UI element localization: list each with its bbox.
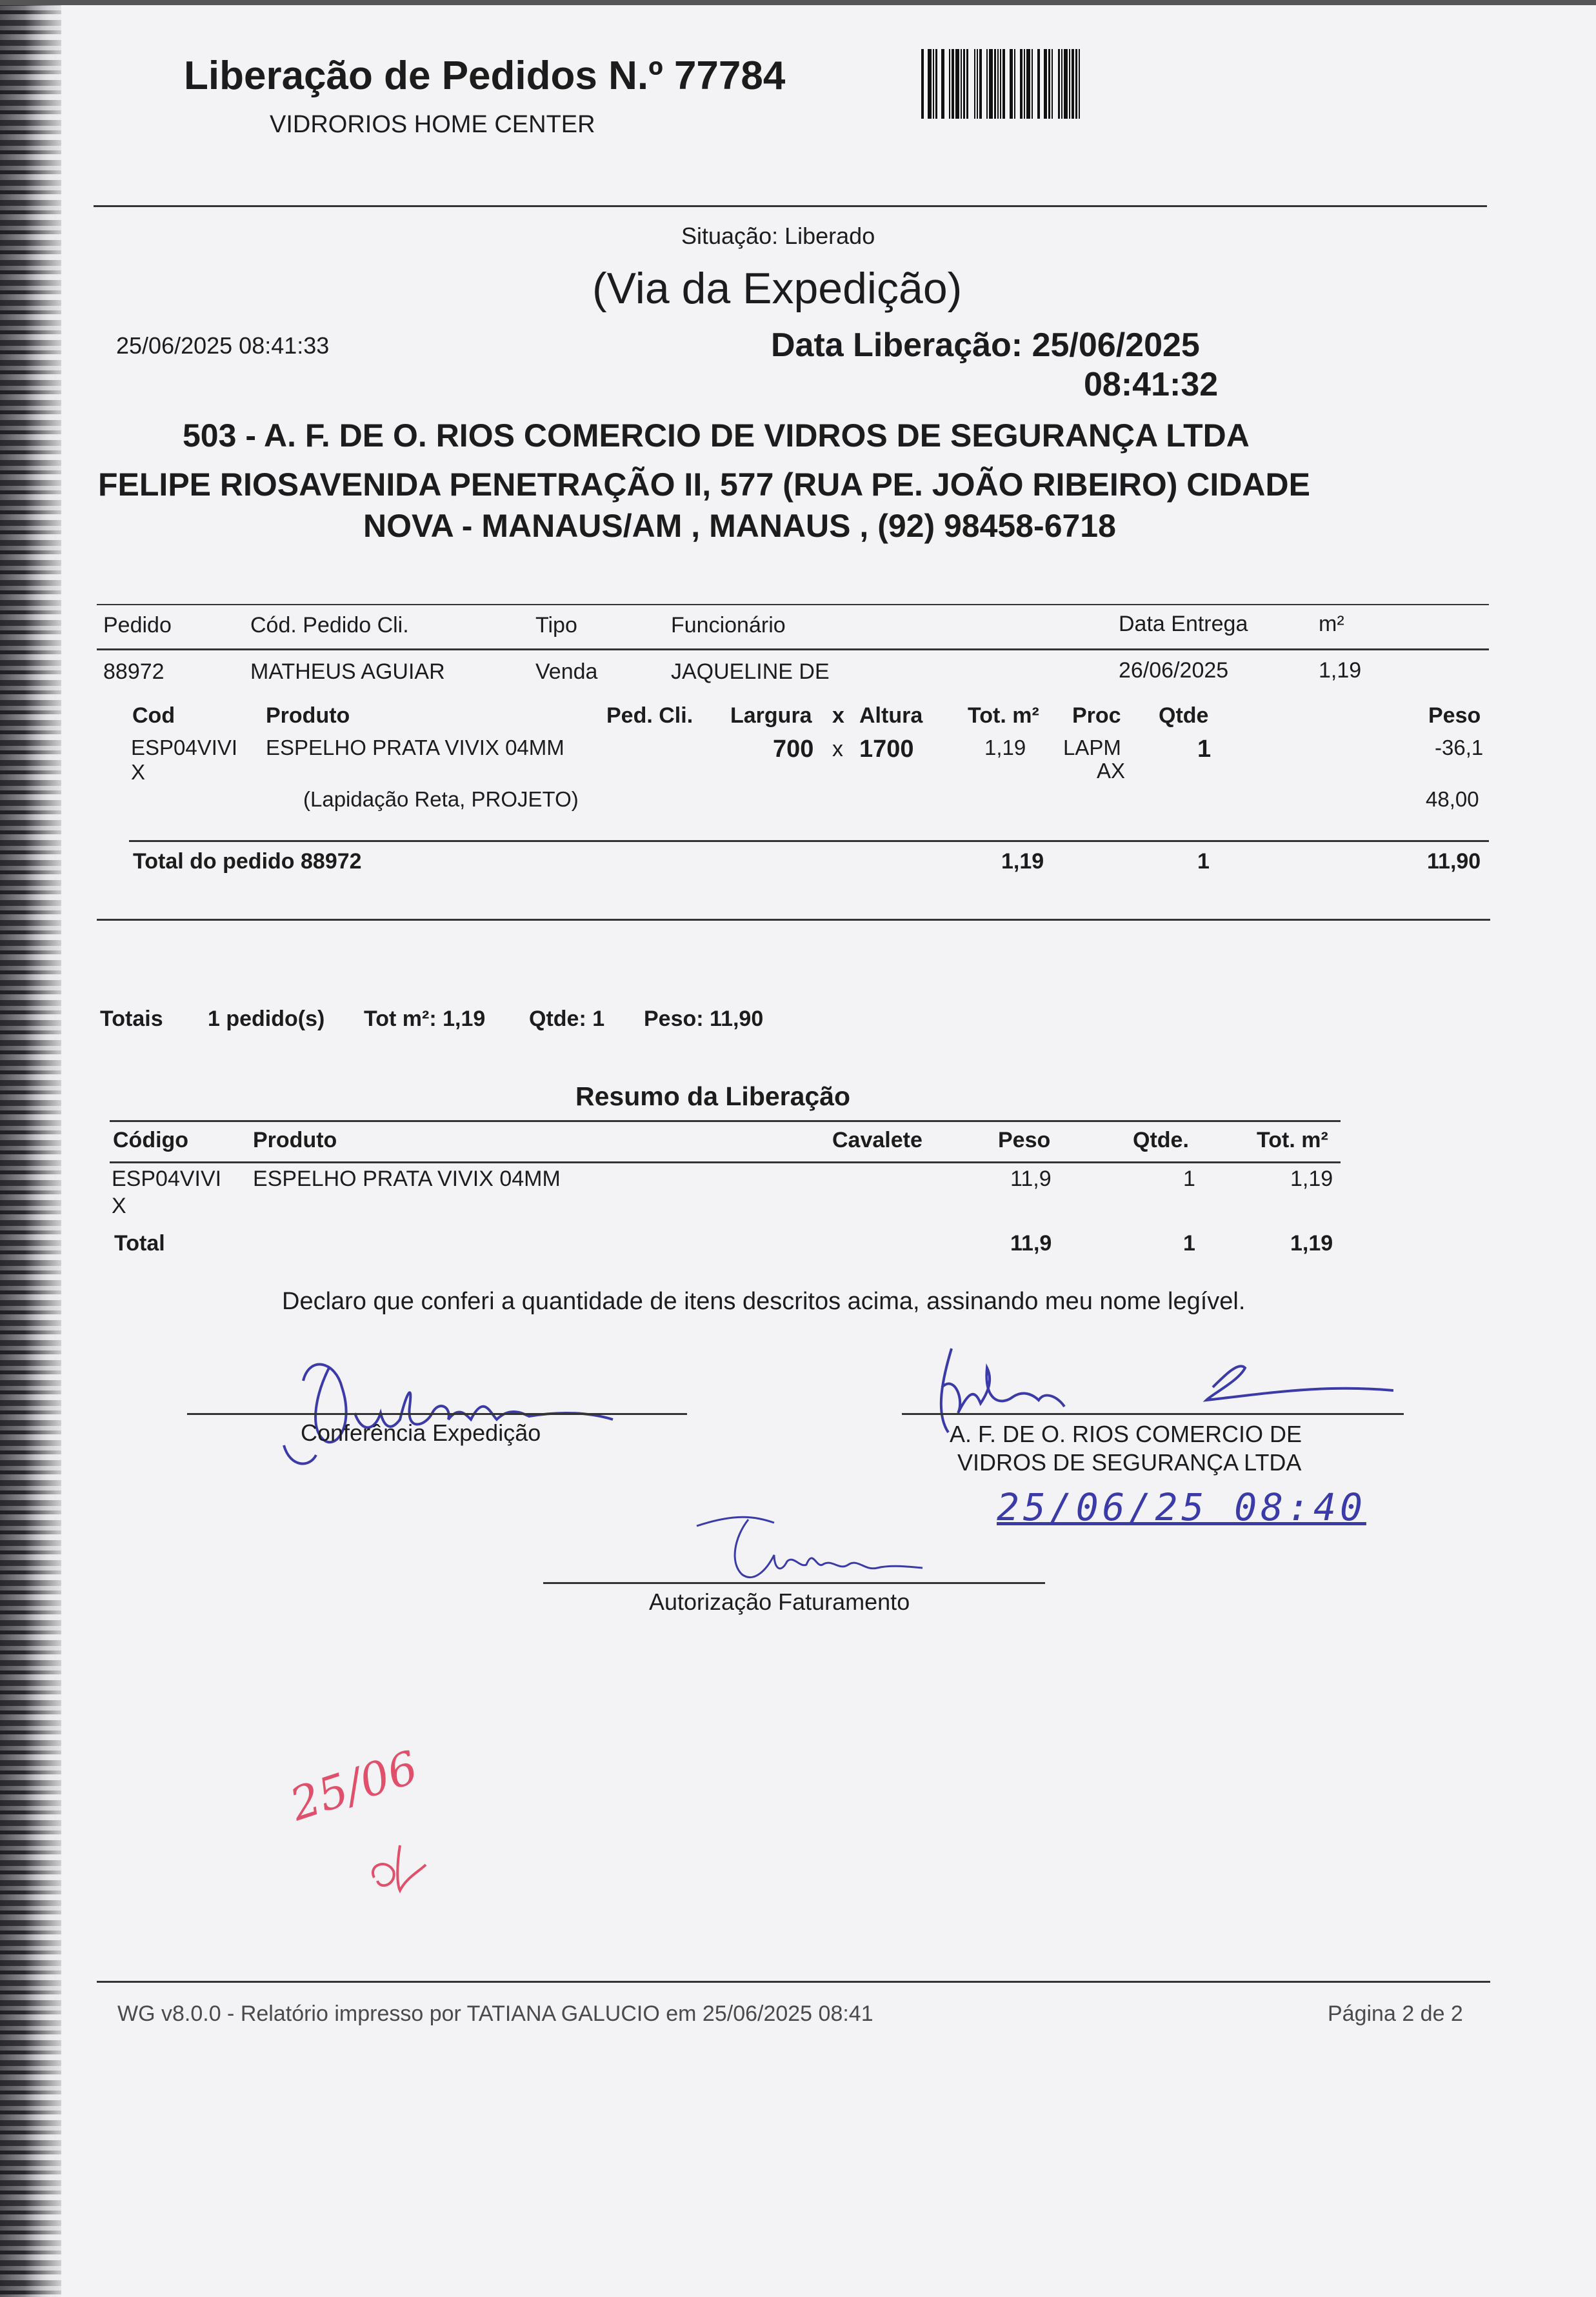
order-table-top-line [97,604,1489,605]
summary-total-tot-m2: 1,19 [1290,1231,1333,1256]
release-time: 08:41:32 [1084,366,1219,403]
red-initials-icon [361,1839,439,1897]
order-total-label: Total do pedido 88972 [133,849,362,874]
order-total-qtde: 1 [1197,849,1210,874]
scan-top-edge [0,0,1596,5]
totals-m2: Tot m²: 1,19 [364,1007,486,1031]
header-divider [94,205,1487,207]
summary-tot-m2: 1,19 [1290,1167,1333,1191]
copy-type-title: (Via da Expedição) [592,264,963,313]
items-header-x: x [832,703,844,728]
order-cod-cli: MATHEUS AGUIAR [250,659,445,684]
summary-qtde: 1 [1183,1167,1195,1191]
order-header-funcionario: Funcionário [671,613,786,637]
signature-line-company [902,1413,1404,1415]
order-m2: 1,19 [1319,658,1362,683]
items-header-tot-m2: Tot. m² [968,703,1039,728]
summary-total-qtde: 1 [1183,1231,1195,1256]
items-header-largura: Largura [730,703,812,728]
order-total-m2: 1,19 [1001,849,1044,874]
item-peso: -36,1 [1435,736,1484,759]
item-cod-line1: ESP04VIVI [131,736,238,759]
release-date: Data Liberação: 25/06/2025 [771,326,1200,364]
footer-print-info: WG v8.0.0 - Relatório impresso por TATIANA GALUCIO em 25/06/2025 08:41 [117,2001,873,2026]
handwritten-date: 25/06/25 08:40 [997,1485,1366,1529]
order-table-header-line [97,648,1489,650]
item-qtde: 1 [1197,736,1212,763]
signature-conferencia-icon [271,1342,619,1471]
summary-header-peso: Peso [998,1128,1051,1152]
summary-total-peso: 11,9 [1010,1231,1052,1256]
items-header-proc: Proc [1072,703,1121,728]
order-pedido: 88972 [103,659,165,684]
customer-name: 503 - A. F. DE O. RIOS COMERCIO DE VIDROS DE SEGURANÇA LTDA [183,417,1250,454]
summary-codigo-line1: ESP04VIVI [112,1167,222,1191]
order-total-peso: 11,90 [1427,849,1481,874]
item-note: (Lapidação Reta, PROJETO) [303,787,579,811]
order-tipo: Venda [535,659,598,684]
footer-divider [97,1981,1490,1983]
order-section-end-line [97,919,1490,921]
summary-header-tot-m2: Tot. m² [1257,1128,1328,1152]
order-funcionario: JAQUELINE DE [671,659,830,684]
summary-total-label: Total [114,1231,165,1256]
customer-address-line2: NOVA - MANAUS/AM , MANAUS , (92) 98458-6718 [363,508,1116,544]
customer-address-line1: FELIPE RIOSAVENIDA PENETRAÇÃO II, 577 (RUA PE. JOÃO RIBEIRO) CIDADE [98,466,1310,503]
item-largura: 700 [773,736,814,763]
order-header-data-entrega: Data Entrega [1119,612,1248,636]
summary-peso: 11,9 [1010,1167,1052,1191]
summary-header-codigo: Código [113,1128,189,1152]
summary-header-produto: Produto [253,1128,337,1152]
signature-label-autorizacao: Autorização Faturamento [649,1589,910,1615]
items-header-produto: Produto [266,703,350,728]
items-header-ped-cli: Ped. Cli. [606,703,693,728]
summary-codigo-line2: X [112,1194,126,1218]
order-header-pedido: Pedido [103,613,172,637]
order-data-entrega: 26/06/2025 [1119,658,1229,683]
item-altura: 1700 [859,736,914,763]
summary-header-line [110,1161,1341,1163]
item-cod-line2: X [131,760,146,784]
footer-page-number: Página 2 de 2 [1328,2001,1463,2026]
order-total-line [129,840,1489,842]
item-produto: ESPELHO PRATA VIVIX 04MM [266,736,564,759]
signature-line-autorizacao [543,1582,1045,1584]
scan-edge-artifact [0,0,61,2297]
order-header-m2: m² [1319,612,1344,636]
totals-peso: Peso: 11,90 [644,1007,764,1031]
signature-label-company-line1: A. F. DE O. RIOS COMERCIO DE [950,1421,1302,1447]
item-tot-m2: 1,19 [984,736,1026,759]
document-title: Liberação de Pedidos N.º 77784 [184,54,786,98]
order-header-tipo: Tipo [535,613,577,637]
summary-header-qtde: Qtde. [1133,1128,1189,1152]
red-handwritten-note: 25/06 [284,1740,424,1831]
signature-label-company-line2: VIDROS DE SEGURANÇA LTDA [957,1449,1302,1476]
items-header-peso: Peso [1428,703,1481,728]
signature-label-conferencia: Conferência Expedição [301,1419,541,1446]
company-name: VIDRORIOS HOME CENTER [270,111,595,138]
signature-line-conferencia [187,1413,687,1415]
items-header-cod: Cod [132,703,175,728]
items-header-altura: Altura [859,703,923,728]
item-note-value: 48,00 [1426,787,1479,811]
item-x: x [832,737,843,761]
declaration-text: Declaro que conferi a quantidade de itens descritos acima, assinando meu nome legível. [282,1288,1246,1315]
totals-qtde: Qtde: 1 [529,1007,605,1031]
barcode-icon [921,49,1165,119]
item-proc-line2: AX [1097,759,1126,783]
totals-pedidos: 1 pedido(s) [208,1007,325,1031]
status-text: Situação: Liberado [681,223,875,249]
summary-header-cavalete: Cavalete [832,1128,923,1152]
items-header-qtde: Qtde [1159,703,1209,728]
summary-top-line [110,1120,1341,1122]
order-header-cod-cli: Cód. Pedido Cli. [250,613,409,637]
print-timestamp: 25/06/2025 08:41:33 [116,332,330,359]
summary-title: Resumo da Liberação [575,1081,851,1111]
totals-label: Totais [100,1007,163,1031]
signature-autorizacao-icon [684,1503,929,1587]
summary-produto: ESPELHO PRATA VIVIX 04MM [253,1167,561,1191]
item-proc-line1: LAPM [1063,736,1121,759]
